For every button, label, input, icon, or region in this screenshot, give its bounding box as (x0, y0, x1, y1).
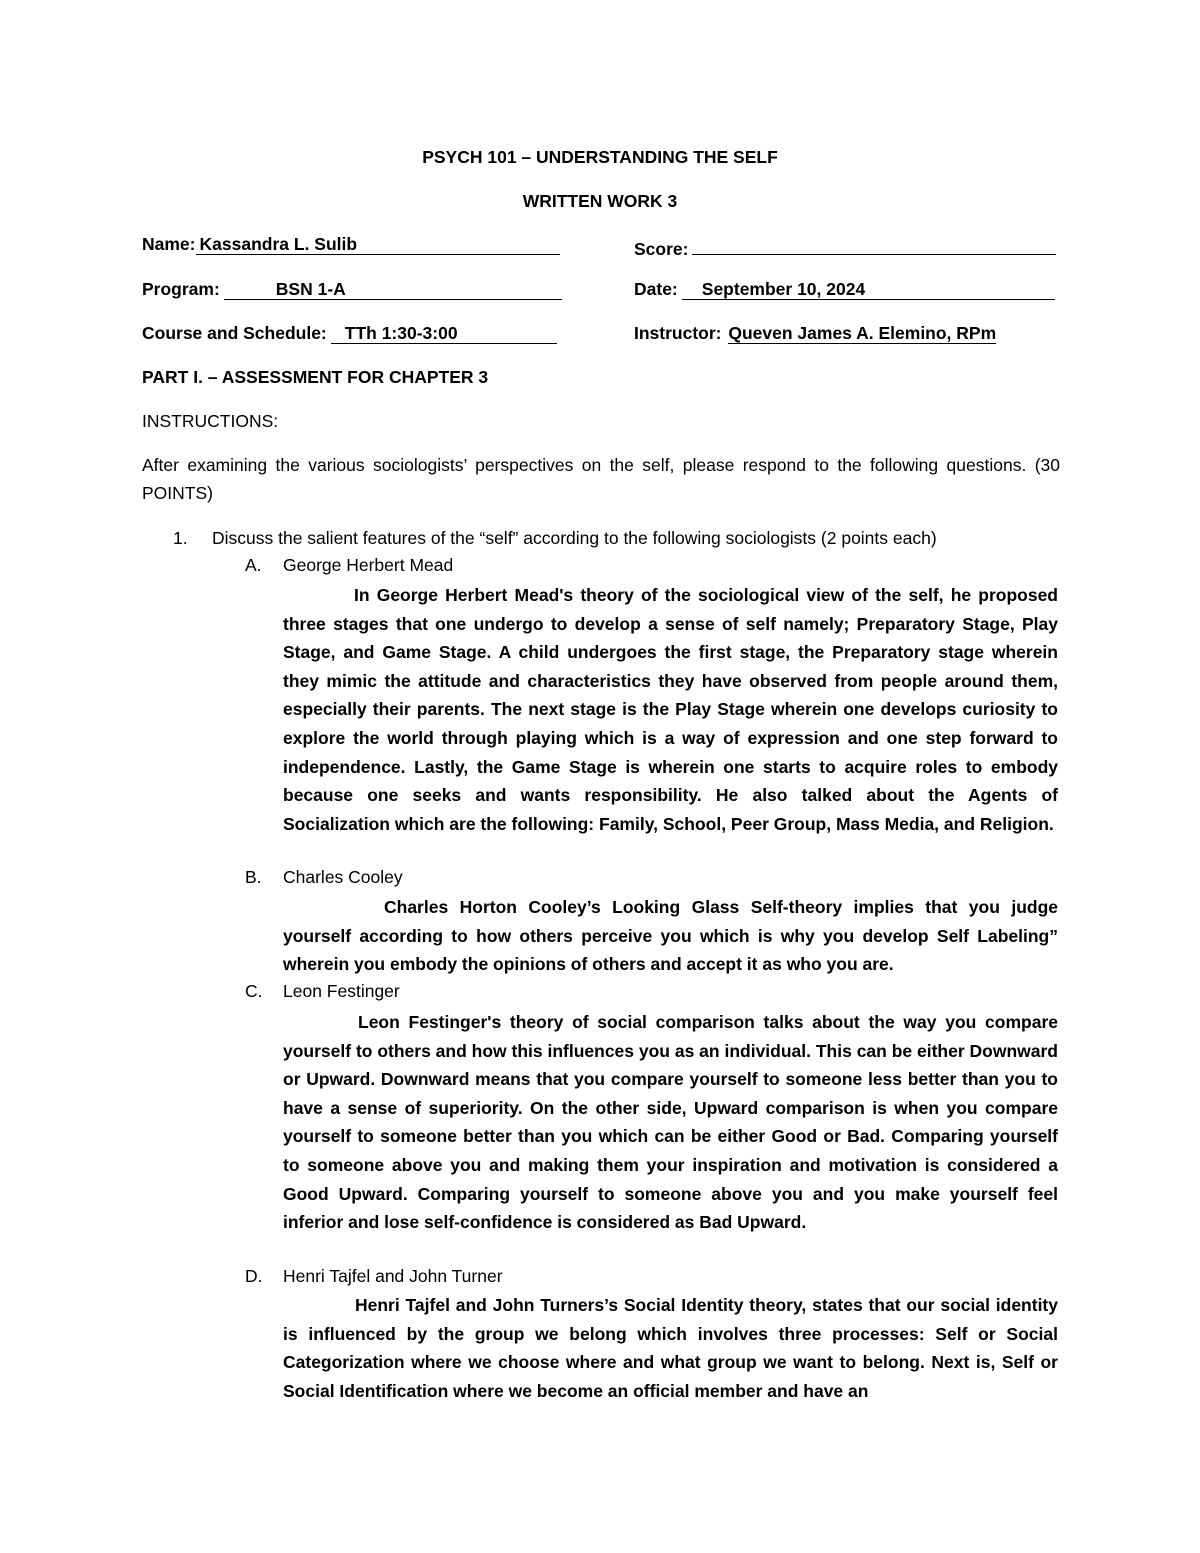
item-name: George Herbert Mead (283, 555, 454, 575)
item-name: Henri Tajfel and John Turner (283, 1266, 503, 1286)
item-name: Leon Festinger (283, 981, 400, 1001)
course-title: PSYCH 101 – UNDERSTANDING THE SELF (422, 147, 778, 167)
date-value: September 10, 2024 (682, 279, 1055, 300)
item-answer: In George Herbert Mead's theory of the sociological view of the self, he proposed three stages that one undergo to develop a sense of self namely; Preparatory Stage, Play Stage, and Game Stage. A child undergoes the first stage, the Preparatory stage wherein they mimic the attitude and characteristics they have observed from people around them, especially their parents. The next stage is the Play Stage wherein one develops curiosity to explore the world through playing which is a way of expression and one step forward to independence. Lastly, the Game Stage is wherein one starts to acquire roles to embody because one seeks and wants responsibility. He also talked about the Agents of Socialization which are the following: Family, School, Peer Group, Mass Media, and Religion. (283, 585, 1058, 834)
instructor-value: Queven James A. Elemino, RPm (728, 323, 997, 343)
score-field (634, 234, 1056, 260)
work-title: WRITTEN WORK 3 (522, 191, 678, 211)
name-label: Name: (142, 234, 196, 254)
program-label: Program: (142, 279, 220, 299)
date-field (634, 279, 1055, 300)
item-answer: Leon Festinger's theory of social comparison talks about the way you compare yourself to others and how this influences you as an individual. This can be either Downward or Upward. Downward means that you compare yourself to someone less better than you to have a sense of superiority. On the other side, Upward comparison is when you compare yourself to someone better than you which can be either Good or Bad. Comparing yourself to someone above you and making them your inspiration and motivation is considered a Good Upward. Comparing yourself to someone above you and you make yourself feel inferior and lose self-confidence is considered as Bad Upward. (283, 1012, 1058, 1233)
question-text: Discuss the salient features of the “self” according to the following sociologists (2 points each) (212, 528, 937, 548)
program-field (142, 279, 562, 300)
course-schedule-field (142, 323, 557, 344)
item-letter: B. (245, 867, 262, 887)
score-label: Score: (634, 239, 689, 259)
name-value: Kassandra L. Sulib (196, 234, 560, 255)
part-title: PART I. – ASSESSMENT FOR CHAPTER 3 (142, 367, 489, 387)
item-letter: A. (245, 555, 262, 575)
course-schedule-label: Course and Schedule: (142, 323, 327, 343)
item-answer: Henri Tajfel and John Turners’s Social Identity theory, states that our social identity is influenced by the group we belong which involves three processes: Self or Social Categorization where we choose where and what group we want to belong. Next is, Self or Social Identification where we become an official member and have an (283, 1295, 1058, 1401)
instructor-field (634, 323, 996, 344)
score-value (692, 234, 1056, 255)
program-value: BSN 1-A (224, 279, 562, 300)
item-letter: D. (245, 1266, 263, 1286)
question-number: 1. (173, 528, 188, 548)
name-field (142, 234, 560, 255)
item-name: Charles Cooley (283, 867, 403, 887)
item-letter: C. (245, 981, 263, 1001)
instructions-text: After examining the various sociologists’ perspectives on the self, please respond to the following questions. (30 POINTS) (142, 455, 1060, 503)
instructor-label: Instructor: (634, 323, 722, 343)
item-answer: Charles Horton Cooley’s Looking Glass Self-theory implies that you judge yourself according to how others perceive you which is why you develop Self Labeling” wherein you embody the opinions of others and accept it as who you are. (283, 897, 1058, 975)
instructions-label: INSTRUCTIONS: (142, 411, 279, 431)
date-label: Date: (634, 279, 678, 299)
course-schedule-value: TTh 1:30-3:00 (331, 323, 557, 344)
